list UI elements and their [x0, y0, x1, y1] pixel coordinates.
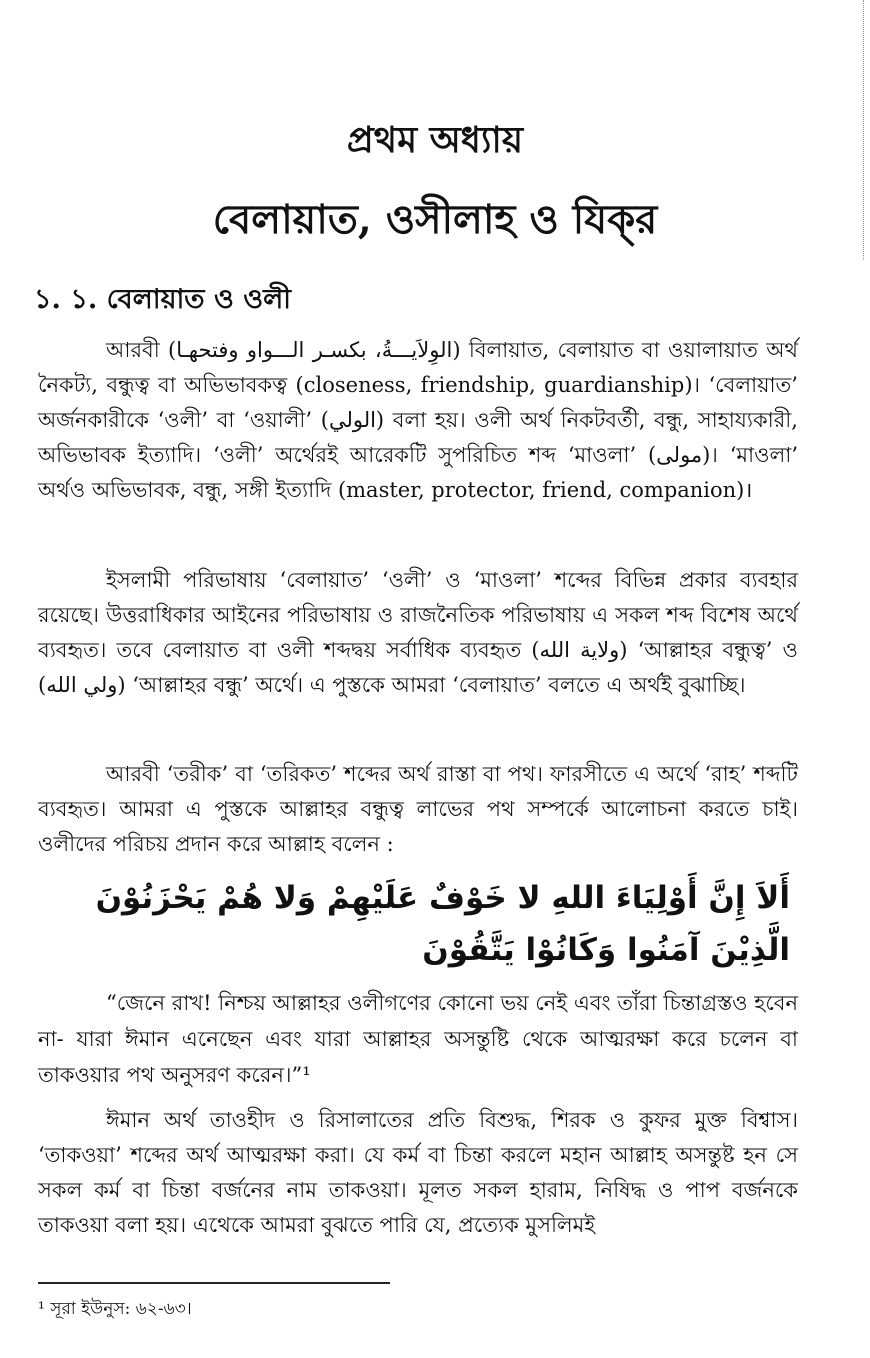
- footnote: ¹ সূরা ইউনুস: ৬২-৬৩।: [38, 1299, 192, 1319]
- section-heading: ১. ১. বেলায়াত ও ওলী: [34, 284, 291, 315]
- paragraph-definition: আরবী (الوِلاَيـــةُ، بكسـر الـــواو وفتحهـا) বিলায়াত, বেলায়াত বা ওয়ালায়াত অর্থ নৈকট্য, বন্ধুত্ব বা অভিভাবকত্ব (closeness, friendship, guardianship)। ‘বেলায়াত’ অর্জনকারীকে ‘ওলী’ বা ‘ওয়ালী’ (الولي) বলা হয়। ওলী অর্থ নিকটবর্তী, বন্ধু, সাহায্যকারী, অভিভাবক ইত্যাদি। ‘ওলী’ অর্থেরই আরেকটি সুপরিচিত শব্দ ‘মাওলা’ (مولى)। ‘মাওলা’ অর্থও অভিভাবক, বন্ধু, সঙ্গী ইত্যাদি (master, protector, friend, companion)।: [38, 338, 798, 502]
- paragraph-terminology: ইসলামী পরিভাষায় ‘বেলায়াত’ ‘ওলী’ ও ‘মাওলা’ শব্দের বিভিন্ন প্রকার ব্যবহার রয়েছে। উত্তরাধিকার আইনের পরিভাষায় ও রাজনৈতিক পরিভাষায় এ সকল শব্দ বিশেষ অর্থে ব্যবহৃত। তবে বেলায়াত বা ওলী শব্দদ্বয় সর্বাধিক ব্যবহৃত (ولاية الله) ‘আল্লাহর বন্ধুত্ব’ ও (ولي الله) ‘আল্লাহর বন্ধু’ অর্থে। এ পুস্তকে আমরা ‘বেলায়াত’ বলতে এ অর্থই বুঝাচ্ছি।: [38, 568, 798, 697]
- footnote-divider: [38, 1282, 390, 1284]
- chapter-subtitle: বেলায়াত, ওসীলাহ ও যিক্‌র: [212, 196, 658, 243]
- paragraph-tariq: আরবী ‘তরীক’ বা ‘তরিকত’ শব্দের অর্থ রাস্তা বা পথ। ফারসীতে এ অর্থে ‘রাহ’ শব্দটি ব্যবহৃত। আমরা এ পুস্তকে আল্লাহর বন্ধুত্ব লাভের পথ সম্পর্কে আলোচনা করতে চাই। ওলীদের পরিচয় প্রদান করে আল্লাহ বলেন :: [38, 762, 798, 856]
- arabic-verse: أَلاَ إِنَّ أَوْلِيَاءَ اللهِ لا خَوْفٌ عَلَيْهِمْ وَلا هُمْ يَحْزَنُوْنَ الَّذِيْنَ آمَنُوا وَكَانُوْا يَتَّقُوْنَ: [95, 880, 790, 968]
- paragraph-iman-taqwa: ঈমান অর্থ তাওহীদ ও রিসালাতের প্রতি বিশুদ্ধ, শিরক ও কুফর মুক্ত বিশ্বাস। ‘তাকওয়া’ শব্দের অর্থ আত্মরক্ষা করা। যে কর্ম বা চিন্তা করলে মহান আল্লাহ অসন্তুষ্ট হন সে সকল কর্ম বা চিন্তা বর্জনের নাম তাকওয়া। মূলত সকল হারাম, নিষিদ্ধ ও পাপ বর্জনকে তাকওয়া বলা হয়। এথেকে আমরা বুঝতে পারি যে, প্রত্যেক মুসলিমই: [38, 1108, 798, 1237]
- verse-translation-quote: “জেনে রাখ! নিশ্চয় আল্লাহর ওলীগণের কোনো ভয় নেই এবং তাঁরা চিন্তাগ্রস্তও হবেন না- যারা ঈমান এনেছেন এবং যারা আল্লাহর অসন্তুষ্টি থেকে আত্মরক্ষা করে চলেন বা তাকওয়ার পথ অনুসরণ করেন।”¹: [38, 991, 798, 1087]
- chapter-title: প্রথম অধ্যায়: [346, 119, 524, 161]
